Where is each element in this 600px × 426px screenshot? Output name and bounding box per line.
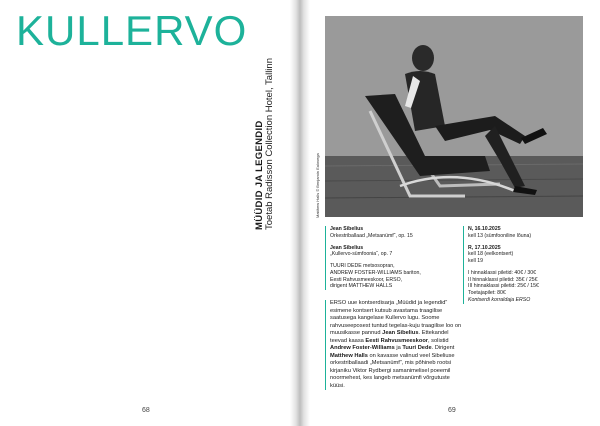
series-title: MÜÜDID JA LEGENDID xyxy=(254,120,265,230)
page-number-right: 69 xyxy=(448,407,456,414)
soloist-name: Andrew Foster-Williams xyxy=(330,345,395,352)
date-1: N, 16.10.2025 xyxy=(468,226,501,232)
composer-name: Jean Sibelius xyxy=(382,330,419,337)
body-text-segment: ja xyxy=(394,345,403,352)
page-number-left: 68 xyxy=(142,407,150,414)
choir-name: Eesti Rahvusmeeskoor xyxy=(365,337,429,344)
body-text-segment: , solistid xyxy=(428,337,449,344)
left-page xyxy=(0,0,297,426)
conductor-photo xyxy=(325,16,583,217)
series-sponsor: Toetab Radisson Collection Hotel, Tallinn xyxy=(264,58,276,230)
performer-line: dirigent MATTHEW HALLS xyxy=(330,283,393,290)
performer-line: Eesti Rahvusmeeskoor, ERSO, xyxy=(330,276,403,283)
page-title: KULLERVO xyxy=(16,7,248,54)
price-line: I hinnaklassi piletid: 40€ / 30€ xyxy=(468,269,537,276)
series-heading xyxy=(255,58,276,230)
performer-line: TUURI DEDE metsosopran, xyxy=(330,263,395,269)
concert-description xyxy=(325,300,462,390)
body-text-segment: . Ettekandel teevad kaasa xyxy=(330,330,449,344)
conductor-name: Matthew Halls xyxy=(330,352,368,359)
program-work-1: Orkestriballaad „Metsanümf“, op. 15 xyxy=(330,232,413,239)
date-2: R, 17.10.2025 xyxy=(468,244,501,251)
date-2-detail: kell 19 xyxy=(468,258,483,264)
program-composer-1: Jean Sibelius xyxy=(330,226,364,232)
date-1-detail: kell 13 (sümfooniline lõuna) xyxy=(468,232,532,239)
book-gutter xyxy=(290,0,310,426)
body-text-segment: . Dirigent xyxy=(431,345,455,352)
price-line: Toetajapilet: 80€ xyxy=(468,290,506,296)
body-text-segment: ERSO uue kontserdisarja „Müüdid ja legendid“ esimene kontsert kutsub avastama traagilise saatusega kangelase Kullervo lugu. Soome rahvuseeposest tuntud tegelas-kuju traagilise loo on muusikasse pannud xyxy=(330,300,462,337)
concert-program xyxy=(325,226,464,290)
program-composer-2: Jean Sibelius xyxy=(330,244,364,251)
concert-dates xyxy=(463,226,588,304)
date-2-detail: kell 18 (eelkontsert) xyxy=(468,251,514,258)
soloist-name: Tuuri Dede xyxy=(402,345,432,352)
performer-line: ANDREW FOSTER-WILLIAMS bariton, xyxy=(330,269,421,276)
program-work-2: „Kullervo-sümfoonia“, op. 7 xyxy=(330,251,393,258)
right-page xyxy=(303,0,600,426)
photo-credit: Matthew Halls © Benjamin Ealovega xyxy=(315,153,320,218)
organizer-note: Kontserdi korraldaja ERSO xyxy=(468,296,531,303)
price-line: II hinnaklassi piletid: 35€ / 25€ xyxy=(468,276,538,283)
photo-illustration xyxy=(325,16,583,217)
body-text-segment: on kavasse valinud veel Sibeliuse orkestriballaadi „Metsanümf“, mis põhineb rootsi kirjaniku Viktor Rydbergi samanimelisel poeemil noormehest, kes langeb metsanümfi võrgutuste küüsi. xyxy=(330,352,455,389)
price-line: III hinnaklassi piletid: 25€ / 15€ xyxy=(468,283,539,290)
